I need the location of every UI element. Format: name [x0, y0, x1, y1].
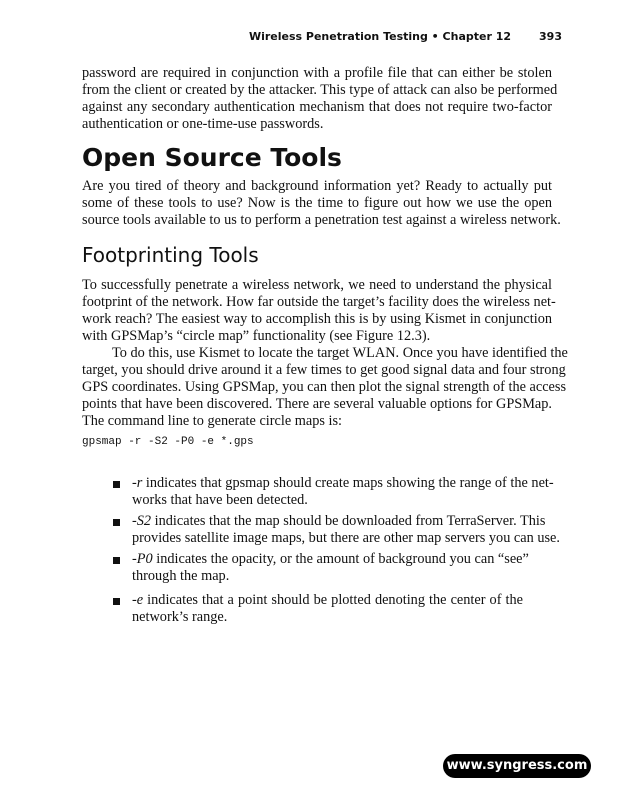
text-line: target, you should drive around it a few times to get good signal data and four strong [82, 362, 566, 378]
text-line: To do this, use Kismet to locate the target WLAN. Once you have identified the [112, 345, 568, 361]
code-line: gpsmap -r -S2 -P0 -e *.gps [82, 436, 254, 448]
paragraph [82, 345, 568, 430]
text-line: authentication or one-time-use passwords. [82, 116, 324, 132]
text-line: from the client or created by the attacker. This type of attack can also be performed [82, 82, 558, 98]
paragraph [82, 277, 556, 345]
bullet-item [113, 592, 523, 626]
text-line: network’s range. [132, 609, 228, 625]
bullet-item [113, 551, 529, 585]
running-header [249, 30, 562, 43]
text-line [132, 551, 529, 568]
text-line [132, 475, 554, 492]
text-line: through the map. [132, 568, 230, 584]
text-line: against any secondary authentication mechanism that does not require two-factor [82, 99, 552, 115]
option-flag: -e [132, 592, 144, 608]
option-flag: -S2 [132, 513, 152, 529]
option-description: indicates that the map should be downloaded from TerraServer. This [151, 513, 546, 529]
text-line: password are required in conjunction with a profile file that can either be stolen [82, 65, 552, 81]
publisher-url-badge[interactable]: www.syngress.com [443, 754, 591, 778]
text-line: GPS coordinates. Using GPSMap, you can then plot the signal strength of the access [82, 379, 567, 395]
text-line: some of these tools to use? Now is the time to figure out how we use the open [82, 195, 552, 211]
page-number: 393 [539, 30, 562, 43]
option-description: indicates that gpsmap should create maps showing the range of the net- [142, 475, 554, 491]
text-line: provides satellite image maps, but there are other map servers you can use. [132, 530, 560, 546]
paragraph [82, 178, 561, 229]
bullet-item [113, 513, 560, 547]
text-line: work reach? The easiest way to accomplish this is by using Kismet in conjunction [82, 311, 552, 327]
option-flag: -P0 [132, 551, 153, 567]
text-line: works that have been detected. [132, 492, 308, 508]
paragraph [82, 65, 558, 133]
text-line: To successfully penetrate a wireless network, we need to understand the physical [82, 277, 552, 293]
bullet-square-icon [113, 519, 120, 526]
text-line [132, 513, 546, 530]
option-description: indicates the opacity, or the amount of background you can “see” [152, 551, 529, 567]
text-line: source tools available to us to perform a penetration test against a wireless network. [82, 212, 561, 228]
text-line: The command line to generate circle maps is: [82, 413, 343, 429]
bullet-square-icon [113, 598, 120, 605]
option-flag: -r [132, 475, 143, 491]
section-heading: Open Source Tools [82, 143, 342, 172]
chapter-title: Wireless Penetration Testing • Chapter 12 [248, 30, 512, 43]
option-description: indicates that a point should be plotted denoting the center of the [143, 592, 523, 608]
bullet-item [113, 475, 554, 509]
text-line: points that have been discovered. There are several valuable options for GPSMap. [82, 396, 552, 412]
bullet-square-icon [113, 481, 120, 488]
text-line: with GPSMap’s “circle map” functionality (see Figure 12.3). [82, 328, 431, 344]
text-line: Are you tired of theory and background information yet? Ready to actually put [82, 178, 552, 194]
bullet-square-icon [113, 557, 120, 564]
subsection-heading: Footprinting Tools [82, 243, 259, 267]
text-line: footprint of the network. How far outside the target’s facility does the wireless net- [82, 294, 556, 310]
text-line [132, 592, 523, 609]
